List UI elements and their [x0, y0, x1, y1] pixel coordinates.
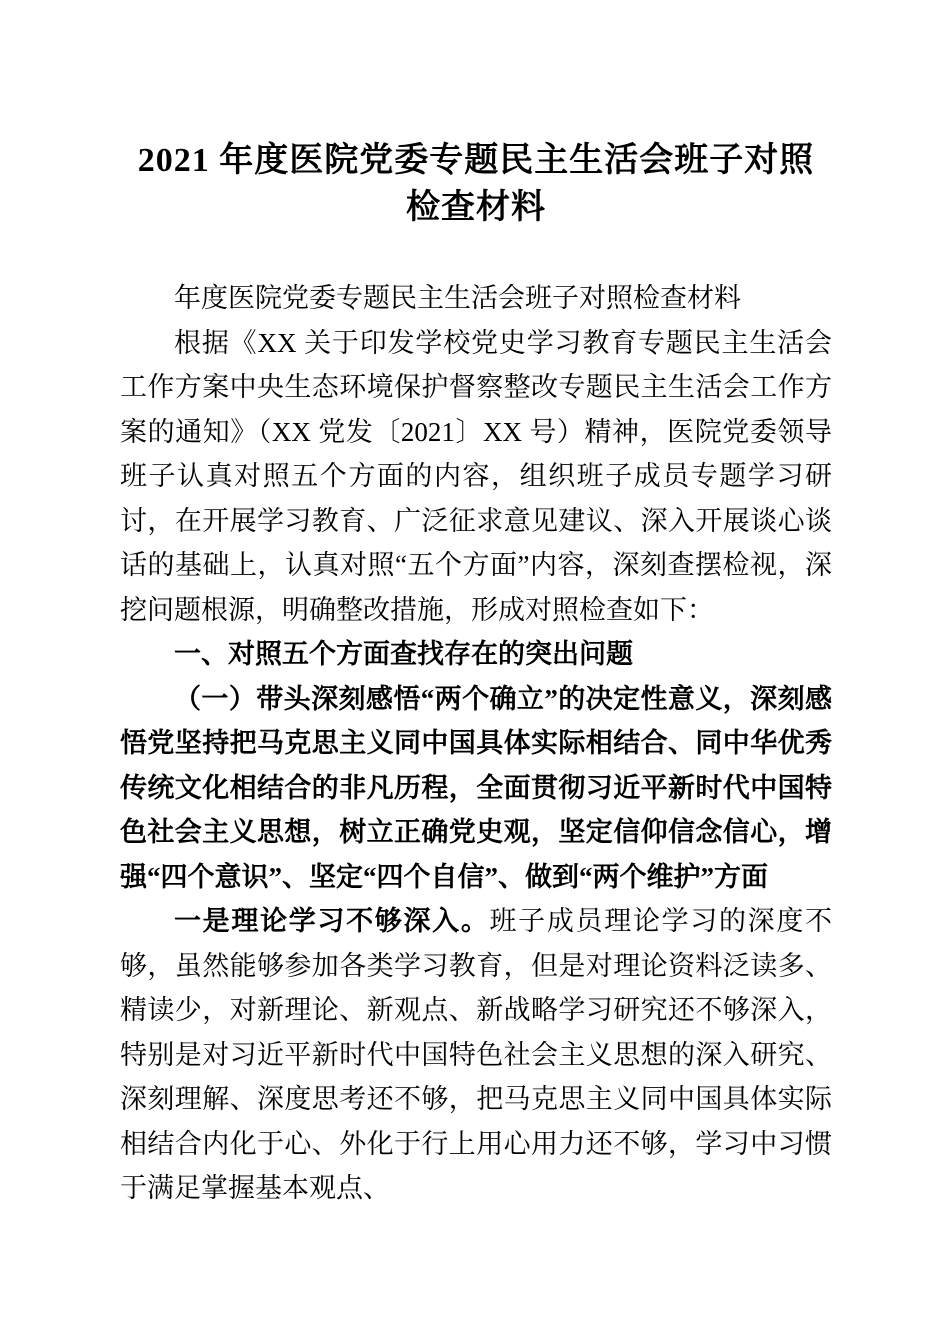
document-title-line-2: 检查材料	[406, 189, 546, 226]
document-title-line-1: 2021 年度医院党委专题民主生活会班子对照	[137, 142, 815, 179]
paragraph-basis: 根据《XX 关于印发学校党史学习教育专题民主生活会工作方案中央生态环境保护督察整改专题民主生活会工作方案的通知》（XX 党发〔2021〕XX 号）精神，医院党委领导班子认真对照五个方面的内容，组织班子成员专题学习研讨，在开展学习教育、广泛征求意见建议、深入开展谈心谈话的基础上，认真对照“五个方面”内容，深刻查摆检视，深挖问题根源，明确整改措施，形成对照检查如下：	[120, 327, 832, 625]
paragraph-issue-1-lead: 一是理论学习不够深入。	[174, 906, 490, 936]
paragraph-subtitle: 年度医院党委专题民主生活会班子对照检查材料	[174, 283, 741, 313]
paragraph-point-1: （一）带头深刻感悟“两个确立”的决定性意义，深刻感悟党坚持把马克思主义同中国具体实际相结合、同中华优秀传统文化相结合的非凡历程，全面贯彻习近平新时代中国特色社会主义思想，树立正确党史观，坚定信仰信念信心，增强“四个意识”、坚定“四个自信”、做到“两个维护”方面	[120, 683, 832, 892]
paragraph-issue-1-body: 班子成员理论学习的深度不够，虽然能够参加各类学习教育，但是对理论资料泛读多、精读少，对新理论、新观点、新战略学习研究还不够深入，特别是对习近平新时代中国特色社会主义思想的深入研究、深刻理解、深度思考还不够，把马克思主义同中国具体实际相结合内化于心、外化于行上用心用力还不够，学习中习惯于满足掌握基本观点、	[120, 906, 832, 1203]
document-title	[120, 137, 832, 231]
paragraph-issue-1	[120, 899, 832, 1211]
section-heading-1: 一、对照五个方面查找存在的突出问题	[174, 639, 633, 669]
